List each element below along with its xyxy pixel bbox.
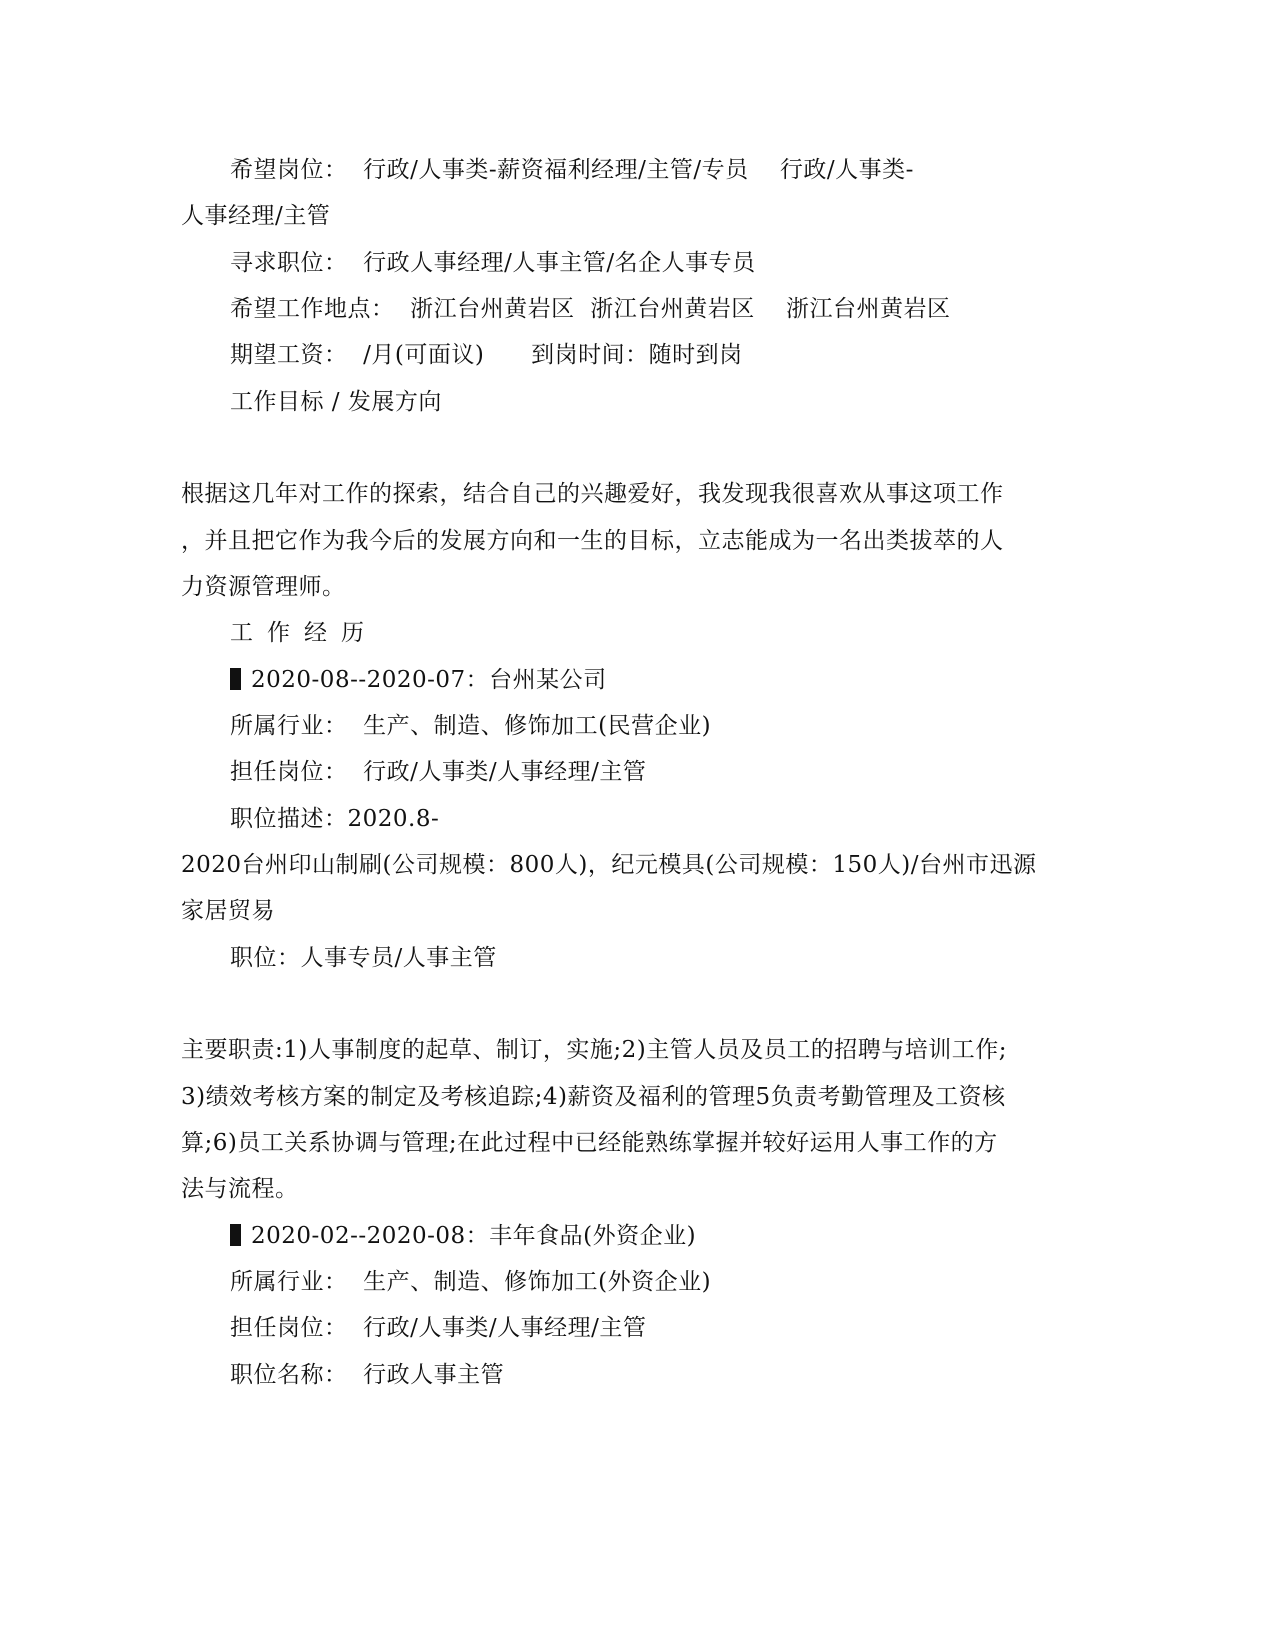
duties-line2: 3)绩效考核方案的制定及考核追踪;4)薪资及福利的管理5负责考勤管理及工资核 — [181, 1084, 1006, 1110]
job1-industry: 所属行业： 生产、制造、修饰加工(民营企业) — [230, 713, 712, 739]
goal-heading: 工作目标 / 发展方向 — [230, 389, 442, 415]
job1-desc-line3: 家居贸易 — [181, 898, 275, 924]
job1-post: 担任岗位： 行政/人事类/人事经理/主管 — [230, 759, 647, 785]
desired-position-line2: 人事经理/主管 — [181, 203, 331, 229]
bullet-marker-icon — [230, 668, 241, 690]
duties-line4: 法与流程。 — [181, 1176, 299, 1202]
job2-period: 2020-02--2020-08：丰年食品(外资企业) — [251, 1223, 697, 1249]
desired-location: 希望工作地点： 浙江台州黄岩区 浙江台州黄岩区 浙江台州黄岩区 — [230, 296, 951, 322]
job2-post: 担任岗位： 行政/人事类/人事经理/主管 — [230, 1315, 647, 1341]
goal-paragraph-line2: ，并且把它作为我今后的发展方向和一生的目标，立志能成为一名出类拔萃的人 — [181, 528, 1004, 554]
job1-desc-line2: 2020台州印山制刷(公司规模：800人)，纪元模具(公司规模：150人)/台州市迅源 — [181, 852, 1037, 878]
job2-industry: 所属行业： 生产、制造、修饰加工(外资企业) — [230, 1269, 712, 1295]
job2-title: 职位名称： 行政人事主管 — [230, 1362, 505, 1388]
goal-paragraph-line3: 力资源管理师。 — [181, 574, 346, 600]
sought-position: 寻求职位： 行政人事经理/人事主管/名企人事专员 — [230, 250, 756, 276]
job1-period: 2020-08--2020-07：台州某公司 — [251, 667, 607, 693]
desired-position-line1: 希望岗位： 行政/人事类-薪资福利经理/主管/专员 行政/人事类- — [230, 157, 914, 183]
goal-paragraph-line1: 根据这几年对工作的探索，结合自己的兴趣爱好，我发现我很喜欢从事这项工作 — [181, 481, 1004, 507]
expected-salary: 期望工资： /月(可面议) 到岗时间：随时到岗 — [230, 342, 743, 368]
job1-desc-line1: 职位描述：2020.8- — [230, 806, 440, 832]
experience-heading: 工作经历 — [230, 620, 378, 646]
bullet-marker-icon — [230, 1224, 241, 1246]
duties-line1: 主要职责:1)人事制度的起草、制订，实施;2)主管人员及员工的招聘与培训工作; — [181, 1037, 1007, 1063]
duties-line3: 算;6)员工关系协调与管理;在此过程中已经能熟练掌握并较好运用人事工作的方 — [181, 1130, 998, 1156]
job1-period-row — [230, 665, 1130, 695]
job1-position: 职位：人事专员/人事主管 — [230, 945, 497, 971]
job2-period-row — [230, 1221, 1130, 1251]
